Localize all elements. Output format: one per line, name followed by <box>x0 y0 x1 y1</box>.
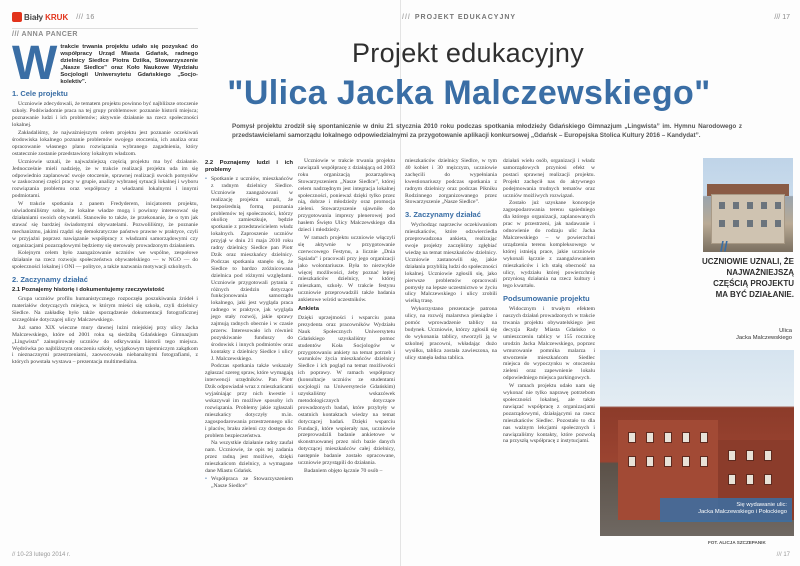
logo-tail: KRUK <box>45 12 69 22</box>
column-2 <box>205 158 293 554</box>
window-shape <box>646 456 654 467</box>
window-shape <box>646 432 654 443</box>
window-shape <box>764 474 772 485</box>
window-shape <box>700 456 708 467</box>
paragraph: Wykorzystano prezentacje patrona ulicy, na rozwój malarstwa pieniądze i pomóc wprowadzenie tablicy na budynek. Uczniowie, którzy zgłosili się do wykonania tablicy, stworzyli ją w szkolnej pracowni, wkładając dużo wysiłku, tablica została zawieszona, na ulicy stanęła ładna tablica. <box>405 306 497 361</box>
window-shape <box>733 220 739 227</box>
window-shape <box>719 202 725 209</box>
column-5 <box>503 158 595 554</box>
subsection-heading: 2.1 Poznajemy historię i dokumentujemy rzeczywistość <box>12 287 165 294</box>
window-shape <box>719 220 725 227</box>
window-shape <box>747 220 753 227</box>
bullet-list <box>205 176 293 362</box>
logo-text: Biały <box>24 12 44 22</box>
subsection-heading: Ankieta <box>298 306 319 313</box>
quote-mark: // <box>720 238 728 254</box>
window-shape <box>628 456 636 467</box>
window-shape <box>728 474 736 485</box>
photo2-caption: Się wydawanie ulic: Jacka Malczewskiego i Połockiego <box>660 498 792 522</box>
paragraph: Już samo XIX wieczne mury dawnej lużni miejskiej przy ulicy Jacka Malczewskiego, które od 2001 roku są siedzibą Gdańskiego Gimnazjum „Lingwista” zainspirowały uczniów do odkrywania historii tego miejsca. Wędrówka po najbliższym otoczeniu szkoły, wyjątkowym tajemniczym zakątkom i nieznacznymi przestrzeniami, zaowocowała niebanalnymi fotografiami, z których powstała wystawa – prezentacja multimedialna. <box>12 324 198 366</box>
magazine-logo <box>12 12 68 22</box>
subsection-heading: 2.2 Poznajemy ludzi i ich problemy <box>205 160 293 173</box>
paragraph: Grupa uczniów profilu humanistycznego rozpoczęła poszukiwania źródeł i materiałów dotyczących miejsca, w którym mieści się szkoła, czyli dzielnicy Siedlce. Na zakładkę było także sporządzenie dokumentacji fotograficznej szczególnie dotyczącej ulicy Malczewskiego. <box>12 296 198 323</box>
dropcap: W <box>12 44 58 90</box>
paragraph: Zakładaliśmy, że najważniejszym celem projektu jest poznanie oczekiwań środowiska lokalnego poznanie problemów swojego otoczenia, ich analiza oraz opracowanie własnego planu rozwiązania wybranego zagadnienia, który ostatecznie zostanie przedstawiony lokalnym władzom. <box>12 130 198 157</box>
column-1 <box>12 44 198 552</box>
column-4 <box>405 158 497 554</box>
paragraph: Uczniowie zdecydowali, że tematem projektu powinno być najbliższe otoczenie szkoły. Podświadomie praca na tej grupy problemowe: poznanie historii miejsca; poznawanie ludzi i ich problemów; aktywnie działanie na rzecz społeczności lokalnej. <box>12 101 198 129</box>
window-shape <box>628 432 636 443</box>
author-byline: /// ANNA PANCER <box>12 31 78 38</box>
right-page-number: /// 17 <box>774 13 790 21</box>
window-shape <box>682 456 690 467</box>
header-divider <box>12 28 198 29</box>
window-shape <box>775 220 781 227</box>
section-heading: Podsumowanie projektu <box>503 294 590 304</box>
paragraph: Na wszystkie działanie radny zaufał nam. Uczniowie, że opis tej zadania przez radną jest możliwe, dzięki mieszkańcom dzielnicy, a wymagane dane Miastu Gdańsk. <box>205 440 293 475</box>
paragraph: Podczas spotkania także wskazały zgłaszać szereg spraw, które wymagają interwencji urzędników. Pan Piotr Dzik odpowiadał wraz z mieszkańcami wyjaśniając przy nich kwestie i wskazywał im możliwe sposoby ich rozwiązania. Problemy jakie zgłaszali mieszkańcy dotyczyły m.in. zagospodarowania przestrzennego ulic i placów, braku zieleni czy dostępu do problem bezpieczeństwa. <box>205 363 293 439</box>
article-lead: Pomysł projektu zrodził się spontanicznie w dniu 21 stycznia 2010 roku podczas spotkania młodzieży Gdańskiego Gimnazjum „Lingwista” im. Hymnu Narodowego z przedstawicielami samorządu lokalnego odpowiedzialnymi za przygotowanie aplikacji konkursowej „Gdańsk – Europejska Stolica Kultury 2016 – Kandydat”. <box>232 123 742 139</box>
paragraph: Kolejnym celem było zaangażowanie uczniów we wspólne, zespołowe działanie na rzecz rozwoju społeczeństwa obywatelskiego — w NGO — do społeczności lokalnej i ONI — polityce, a także nazwania motywacji szkolnych. <box>12 250 198 271</box>
section-heading: 3. Zaczynamy działać <box>405 210 481 220</box>
slash-mark: /// <box>402 13 411 21</box>
bullet-item: • Współpraca ze Stowarzyszeniem „Nasze Siedlce” <box>205 476 293 490</box>
paragraph: Zostało już uzyskane koncepcje zagospodarowania terenu sąsiedniego dla którego organizacji, zaplanowanych prac w przestrzeni, jak nadawanie i odnowienie do rodzaju ulic Jacka Malczewskiego – w powierzchni urządzenia terenu kompleksowego w której istnieją prace, jakie uczniowie wykonali łącznie z zaangażowaniem mieszkańców i ich stałą obecność na ulicy, wydziału której powierzchnię przyniosą działania na rzecz kultury i tego kwartału. <box>503 200 595 290</box>
footer-page-number: /// 17 <box>776 552 790 558</box>
paragraph: działań wielu osób, organizacji i władz samorządowych przyniosi efekt w postaci sprawnej realizacji projektu. Projekt zachęcił nas do aktywnego podejmowania trudnych tematów oraz uczniów możliwych rozwiązań. <box>503 158 595 199</box>
left-page-number: /// 16 <box>76 13 95 21</box>
photo1-caption: Ulica Jacka Malczewskiego <box>735 328 792 341</box>
article-title-line2: "Ulica Jacka Malczewskiego" <box>227 74 711 112</box>
paragraph: W trakcie spotkania z panem Fredyderem, inicjatorem projektu, uświadomiliśmy sobie, że lokalne władze mogą i powinny interesować się działaniami swoich obywateli. Stanowiło to także, że przekonanie, że o tym jak stawać się bardziej świadomymi obywatelami. Pozwoliliśmy, że poznanie mechanizmu, jakimi rządzi się demokratyczne państwo prawne w praktyce, czyli w przyjaźni poprzez nawiązanie współpracy z władzami samorządowymi czy organizacjami pozarządowymi będziemy się sterowały prowadzonym działaniem. <box>12 201 198 249</box>
window-shape <box>764 450 772 461</box>
paragraph: Wychodząc naprzeciw oczekiwaniom mieszkańców, które odzwierciedla przeprowadzona ankieta, realizując swoje projekty zaczęliśmy zgłębiać wiedzę na temat mieszkańców dzielnicy. Uczniowie zastanowili się, jakie działania przybliżą ludzi do społeczności lokalnej. Uczniowie zgłosili się, jako pierwsze problemów opracowali pomysły na lepsze uczestnictwo w życiu ulicy Malczewskiego i ulicy zrobili wielką trasę. <box>405 222 497 305</box>
street-photo <box>703 158 793 252</box>
author-name: ANNA PANCER <box>21 31 78 38</box>
paragraph: Widocznym i trwałym efektem naszych działań prowadzonych w trakcie trwania projektu obywatelskiego jest decyzja Rady Miasta Gdańsko o umieszczeniu tablicy w 155 rocznicę urodzin Jacka Malczewskiego, poprzez wmurowanie pomnika malarza i stworzenie mieszkańcom Siedlec miejsca do wypoczynku w otoczeniu zieleni oraz zapewnienie lokalu odpowiedniego miejsca parkingowych. <box>503 306 595 382</box>
section-heading: 1. Cele projektu <box>12 89 68 99</box>
window-shape <box>761 220 767 227</box>
intro-block <box>12 44 198 90</box>
paragraph: Badaniem objęto łącznie 70 osób – <box>304 467 383 474</box>
window-shape <box>747 202 753 209</box>
bullet-item: • Spotkanie z uczniów, mieszkańców z radnym dzielnicy Siedlce. Uczniowie zaangażowani w realizację projektu uznali, że bezpośrednią formą poznania problemów tej społeczności, którzy okolicę zamieszkuje, będzie spotkanie z przedstawicielem władz lokalnych. Zaproszenie uczniów przyjął w dniu 21 maja 2010 roku radny dzielnicy Siedlce pan Piotr Dzik oraz mieszkańcy dzielnicy. Podczas spotkania stanęło się, że Siedlce to bardzo zróżnicowana dzielnica pod różnymi względami. Uczniowie przygotowali pytania z różnych dziedzin dotyczące funkcjonowania samorządu lokalnego, jaki jest wygląda praca radnego w praktyce, jak wygląda jego stały rozwój, jakie sprawy zajmują radnych obecnie i w czasie przerw. Interesowało ich również pozyskiwanie funduszy do środowisk i innych podmiotów oraz kontakty z dzielnicy Siedlce i ulicy J. Malczewskiego. <box>205 176 293 362</box>
window-shape <box>728 450 736 461</box>
intro-text: Wtrakcie trwania projektu udało się pozyskać do współpracy Urząd Miasta Gdańsk, radnego dzielnicy Siedlce Piotra Dziika, Stowarzyszenie „Nasze Siedlce” oraz Koło Naukowe Wydziału Socjologii Uniwersytetu Gdańskiego „Socjo-kolektiv”. <box>12 44 198 90</box>
window-shape <box>700 432 708 443</box>
right-header <box>402 10 790 24</box>
paragraph: W ramach projektu udało nam się wykonać nie tylko naprawę potrzebom społeczności lokalnej, ale także nawiązać współpracę z organizacjami pozarządowymi, działającymi na rzecz mieszkańców Siedlec. Pozostało to dla nas ważnym lekcjami społecznych i nawiązaliśmy kontakty, które pozwolą na przyszłą współpracę z instytucjami. <box>503 383 595 445</box>
left-header <box>12 10 95 24</box>
paragraph: Uczniowie uznali, że najważniejszą częścią projektu ma być działanie. Jednocześnie mieli nadzieję, że w trakcie realizacji projektu uda im się odpowiednio zaplanować swoje otoczenie, sprawnej realizacji swoich pomysłów w zaskoczonej części pracy w grupie, analizy wybranej sytuacji lokalnej i wyboru rozwiązania problemu oraz współpracy z władzami lokalnymi i innymi podmiotami. <box>12 158 198 200</box>
bullet-list <box>205 476 293 490</box>
window-shape <box>664 432 672 443</box>
paragraph: W ramach projektu uczniowie włączyli się aktywnie w przygotowanie czerwcowego Festynu, a licznie „Dnia Sąsiada” i pracowali przy jego organizacji jako wolontariusze. Była to niezwykle więcej możliwości, żeby poznać lepiej mieszkańców dzielnicy, w której mieszkam, szkoły. W trakcie festynu uczniowie przeprowadzili także badania ankietowe wśród uczestników. <box>298 234 395 304</box>
window-shape <box>746 450 754 461</box>
window-shape <box>746 474 754 485</box>
paragraph: Dzięki uprzejmości i wsparciu pana prezydenta oraz pracowników Wydziału Nauk Społecznych Uniwersytetu Gdańskiego uzyskaliśmy pomoc studentów Koła Socjologów w przygotowaniu ankiety na temat potrzeb i warunków życia mieszkańców dzielnicy Siedlce i ich pogląd na temat możliwości ich poprawy. W ramach współpracy (konsultacje uczniów ze studentami socjologii na Uniwersytecie Gdańskim) uzyskaliśmy wskazówek metodologicznych dotyczące prowadzonych badań, które przybyły w ostatnich kontaktach wiedzy na temat dotyczącej badań. Dzięki wsparciu Fundacji, które wspierały nas, uczniowie przeprowadzili badanie ankietowe w skonstruowanej przez nich bazie danych dotyczącej mieszkańców całej dzielnicy, następnie badanie zostało opracowane, uczniowie przystąpili do działania. <box>298 315 395 467</box>
window-shape <box>775 202 781 209</box>
article-title-line1: Projekt edukacyjny <box>351 38 584 68</box>
column-3 <box>298 158 395 554</box>
paragraph: mieszkańców dzielnicy Siedlce, w tym 40 kobiet i 30 mężczyzn, uczniowie zachęcili do wypełniania kwestionariuszy podczas spotkania z radnym dzielnicy oraz podczas Pikniku Rodzinnego zorganizowanego przez Stowarzyszenie „Nasze Siedlce”. <box>405 158 497 206</box>
section-heading: 2. Zaczynamy działać <box>12 275 88 285</box>
section-label: /// PROJEKT EDUKACYJNY <box>402 13 517 21</box>
logo-icon <box>12 12 22 22</box>
photo-credit: FOT. ALICJA SZCZEPANIK <box>708 540 766 545</box>
pull-quote: UCZNIOWIE UZNALI, ŻE NAJWAŻNIEJSZĄ CZĘŚCIĄ PROJEKTU MA BYĆ DZIAŁANIE. <box>702 257 794 299</box>
window-shape <box>682 432 690 443</box>
window-shape <box>761 202 767 209</box>
window-shape <box>733 202 739 209</box>
paragraph: Uczniowie w trakcie trwania projektu nawiązali współpracę z działającą od 2003 roku organizacją pozarządową Stowarzyszeniem „Nasze Siedlce”, której celem nadrzędnym jest integracja lokalnej społeczności, ponieważ dzięki tylko przez nią, dobrze i młodzieży oraz promocja zieleni. Stowarzyszenie ujawniło do przygotowania imprezy plenerowej pod hasłem Święto Ulicy Malczewskiego dla dzieci i młodzieży. <box>298 158 395 234</box>
window-shape <box>664 456 672 467</box>
footer-date: // 10-23 lutego 2014 r. <box>12 552 71 558</box>
